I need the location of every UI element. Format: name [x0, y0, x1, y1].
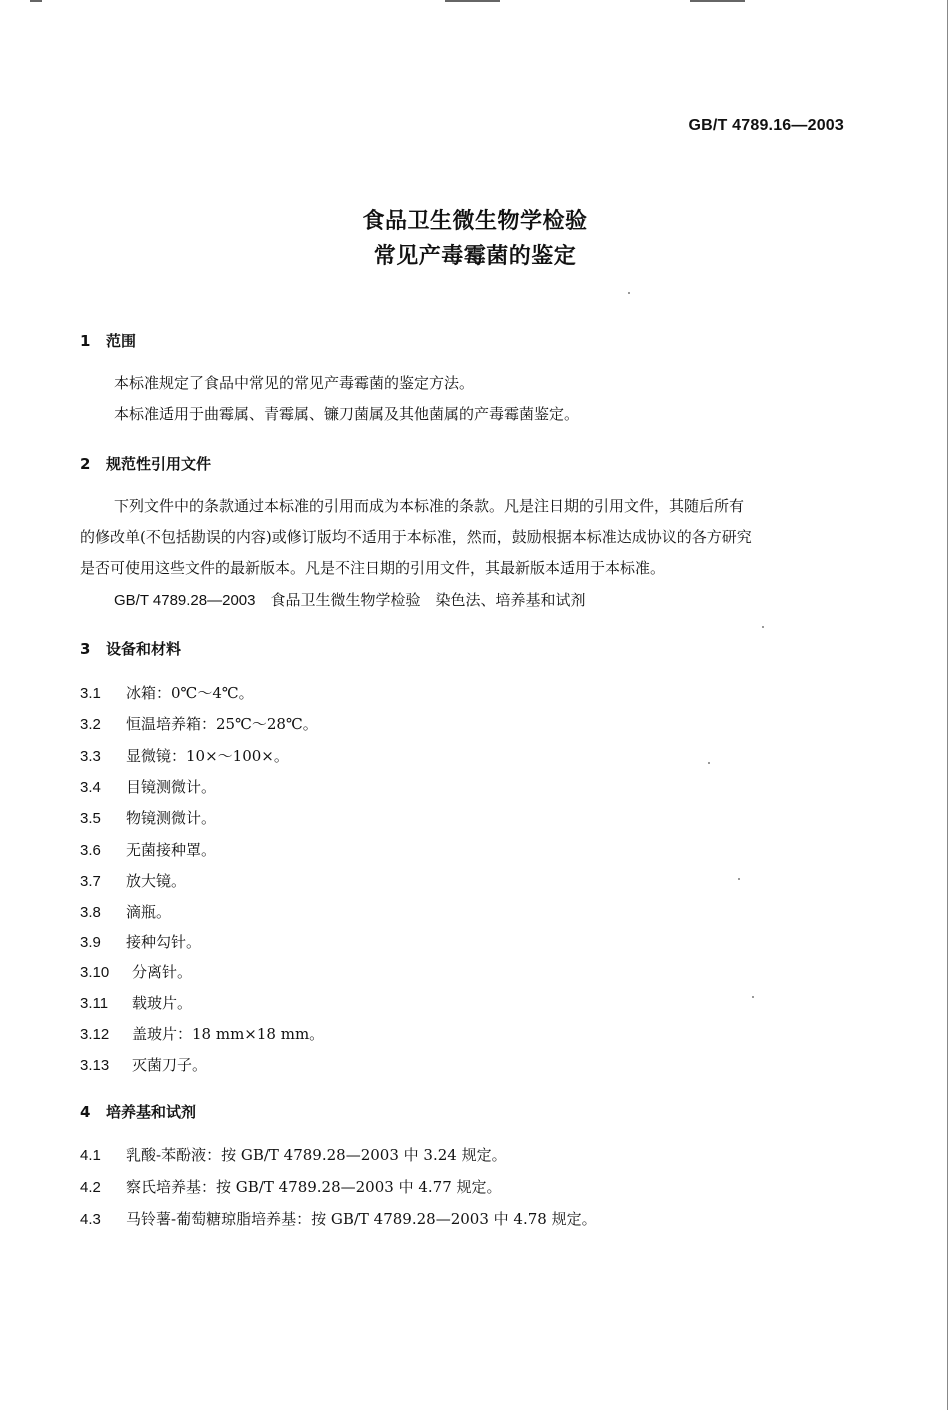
- list-item: 3.12 盖玻片：18 mm×18 mm。: [80, 1025, 325, 1043]
- section-heading-references: 2 规范性引用文件: [80, 455, 212, 473]
- list-item: 3.8 滴瓶。: [80, 903, 172, 921]
- list-item: 3.2 恒温培养箱：25℃～28℃。: [80, 715, 318, 733]
- referenced-document: [114, 590, 586, 611]
- scope-paragraph: 本标准适用于曲霉属、青霉属、镰刀菌属及其他菌属的产毒霉菌鉴定。: [114, 405, 580, 423]
- list-item: 3.13 灭菌刀子。: [80, 1056, 208, 1074]
- list-item: 3.5 物镜测微计。: [80, 809, 217, 827]
- list-item: 3.1 冰箱：0℃～4℃。: [80, 684, 254, 702]
- scan-speck: [738, 878, 740, 880]
- references-paragraph: 的修改单(不包括勘误的内容)或修订版均不适用于本标准，然而，鼓励根据本标准达成协议的各方研究: [80, 528, 752, 546]
- list-item: 4.2 察氏培养基：按 GB/T 4789.28—2003 中 4.77 规定。: [80, 1178, 502, 1196]
- list-item: 3.7 放大镜。: [80, 872, 187, 890]
- list-item: 3.9 接种勾针。: [80, 933, 202, 951]
- references-paragraph: 是否可使用这些文件的最新版本。凡是不注日期的引用文件，其最新版本适用于本标准。: [80, 559, 666, 577]
- list-item: 3.11 载玻片。: [80, 994, 193, 1012]
- scan-speck: [708, 762, 710, 764]
- standard-code: GB/T 4789.16—2003: [688, 117, 844, 134]
- list-item: 4.1 乳酸-苯酚液：按 GB/T 4789.28—2003 中 3.24 规定。: [80, 1146, 507, 1164]
- scan-speck: [628, 292, 630, 294]
- list-item: 4.3 马铃薯-葡萄糖琼脂培养基：按 GB/T 4789.28—2003 中 4.78 规定。: [80, 1210, 597, 1228]
- scan-speck: [752, 996, 754, 998]
- document-subtitle: 常见产毒霉菌的鉴定: [373, 244, 577, 269]
- list-item: 3.4 目镜测微计。: [80, 778, 217, 796]
- document-title: 食品卫生微生物学检验: [362, 209, 588, 234]
- scan-speck: [762, 626, 764, 628]
- section-heading-equipment: 3 设备和材料: [80, 640, 182, 658]
- referenced-document-code: GB/T 4789.28—2003: [114, 592, 256, 609]
- scope-paragraph: 本标准规定了食品中常见的常见产毒霉菌的鉴定方法。: [114, 374, 475, 392]
- section-heading-media: 4 培养基和试剂: [80, 1103, 197, 1121]
- references-paragraph: 下列文件中的条款通过本标准的引用而成为本标准的条款。凡是注日期的引用文件，其随后所有: [114, 497, 745, 515]
- list-item: 3.6 无菌接种罩。: [80, 841, 217, 859]
- list-item: 3.3 显微镜：10×～100×。: [80, 747, 289, 765]
- list-item: 3.10 分离针。: [80, 963, 193, 981]
- section-heading-scope: 1 范围: [80, 332, 137, 350]
- referenced-document-title: 食品卫生微生物学检验 染色法、培养基和试剂: [270, 591, 586, 609]
